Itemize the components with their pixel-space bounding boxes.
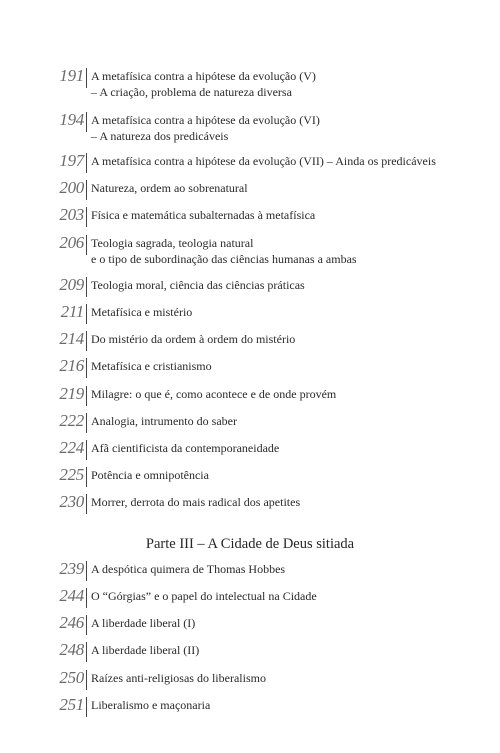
- page-number: 211: [60, 302, 84, 321]
- page-number: 197: [59, 151, 84, 170]
- divider: [86, 615, 87, 635]
- entry-title: A metafísica contra a hipótese da evolução (VI) – A natureza dos predicáveis: [91, 113, 320, 143]
- page-number: 194: [59, 110, 84, 129]
- entry-title: Do mistério da ordem à ordem do mistério: [91, 332, 296, 346]
- toc-entry: [0, 151, 500, 173]
- entry-title: A metafísica contra a hipótese da evolução (V) – A criação, problema de natureza diversa: [91, 69, 316, 99]
- page-number: 200: [59, 178, 84, 197]
- divider: [86, 331, 87, 351]
- page-number: 225: [59, 465, 84, 484]
- entry-title: A despótica quimera de Thomas Hobbes: [91, 562, 286, 576]
- page-number: 224: [59, 438, 84, 457]
- page-number: 203: [59, 205, 84, 224]
- toc-entry: [0, 559, 500, 581]
- entry-title: Física e matemática subalternadas à metafísica: [91, 208, 316, 222]
- entry-title: Morrer, derrota do mais radical dos apetites: [91, 495, 301, 509]
- page-number: 191: [59, 66, 84, 85]
- toc-entry: [0, 275, 500, 297]
- toc-entry: [0, 233, 500, 267]
- toc-entry: [0, 640, 500, 662]
- toc-entry: [0, 329, 500, 351]
- entry-title: Afã cientificista da contemporaneidade: [91, 441, 280, 455]
- entry-title: O “Górgias” e o papel do intelectual na Cidade: [91, 589, 317, 603]
- toc-entry: [0, 384, 500, 406]
- toc-entry: [0, 302, 500, 324]
- entry-title: Metafísica e cristianismo: [91, 359, 212, 373]
- divider: [86, 697, 87, 717]
- toc-entry: [0, 695, 500, 717]
- divider: [86, 207, 87, 227]
- toc-entry: [0, 492, 500, 514]
- page-number: 209: [59, 275, 84, 294]
- divider: [86, 561, 87, 581]
- divider: [86, 277, 87, 297]
- toc-entry: [0, 438, 500, 460]
- page-number: 250: [59, 668, 84, 687]
- page-number: 251: [59, 695, 84, 714]
- toc-entry: [0, 205, 500, 227]
- entry-title: Milagre: o que é, como acontece e de onde provém: [91, 387, 337, 401]
- toc-entry: [0, 411, 500, 433]
- page-number: 244: [59, 586, 84, 605]
- divider: [86, 112, 87, 132]
- toc-entry: [0, 66, 500, 100]
- entry-title: Teologia moral, ciência das ciências práticas: [91, 278, 305, 292]
- divider: [86, 68, 87, 88]
- divider: [86, 386, 87, 406]
- page-number: 246: [59, 613, 84, 632]
- toc-entry: [0, 613, 500, 635]
- entry-title: Teologia sagrada, teologia natural e o tipo de subordinação das ciências humanas a ambas: [91, 236, 357, 266]
- page-number: 222: [59, 411, 84, 430]
- page-number: 230: [59, 492, 84, 511]
- divider: [86, 670, 87, 690]
- toc-entry: [0, 110, 500, 144]
- entry-title: Raízes anti-religiosas do liberalismo: [91, 671, 266, 685]
- divider: [86, 358, 87, 378]
- entry-title: A metafísica contra a hipótese da evolução (VII) – Ainda os predicáveis: [91, 154, 436, 168]
- toc-entry: [0, 178, 500, 200]
- page-number: 248: [59, 640, 84, 659]
- toc-entry: [0, 668, 500, 690]
- divider: [86, 235, 87, 255]
- divider: [86, 494, 87, 514]
- entry-title: Potência e omnipotência: [91, 468, 209, 482]
- divider: [86, 440, 87, 460]
- toc-entry: [0, 465, 500, 487]
- divider: [86, 413, 87, 433]
- page-number: 216: [59, 356, 84, 375]
- entry-title: A liberdade liberal (II): [91, 643, 200, 657]
- entry-title: Analogia, intrumento do saber: [91, 414, 237, 428]
- divider: [86, 467, 87, 487]
- divider: [86, 642, 87, 662]
- toc-entry: [0, 356, 500, 378]
- divider: [86, 588, 87, 608]
- page-number: 206: [59, 233, 84, 252]
- divider: [86, 153, 87, 173]
- divider: [86, 180, 87, 200]
- toc-entry: [0, 586, 500, 608]
- entry-title: Natureza, ordem ao sobrenatural: [91, 181, 248, 195]
- page-number: 214: [59, 329, 84, 348]
- entry-title: Liberalismo e maçonaria: [91, 698, 211, 712]
- entry-title: A liberdade liberal (I): [91, 616, 196, 630]
- divider: [86, 304, 87, 324]
- entry-title: Metafísica e mistério: [91, 305, 193, 319]
- page-number: 219: [59, 384, 84, 403]
- page-number: 239: [59, 559, 84, 578]
- part-heading: Parte III – A Cidade de Deus sitiada: [145, 536, 355, 552]
